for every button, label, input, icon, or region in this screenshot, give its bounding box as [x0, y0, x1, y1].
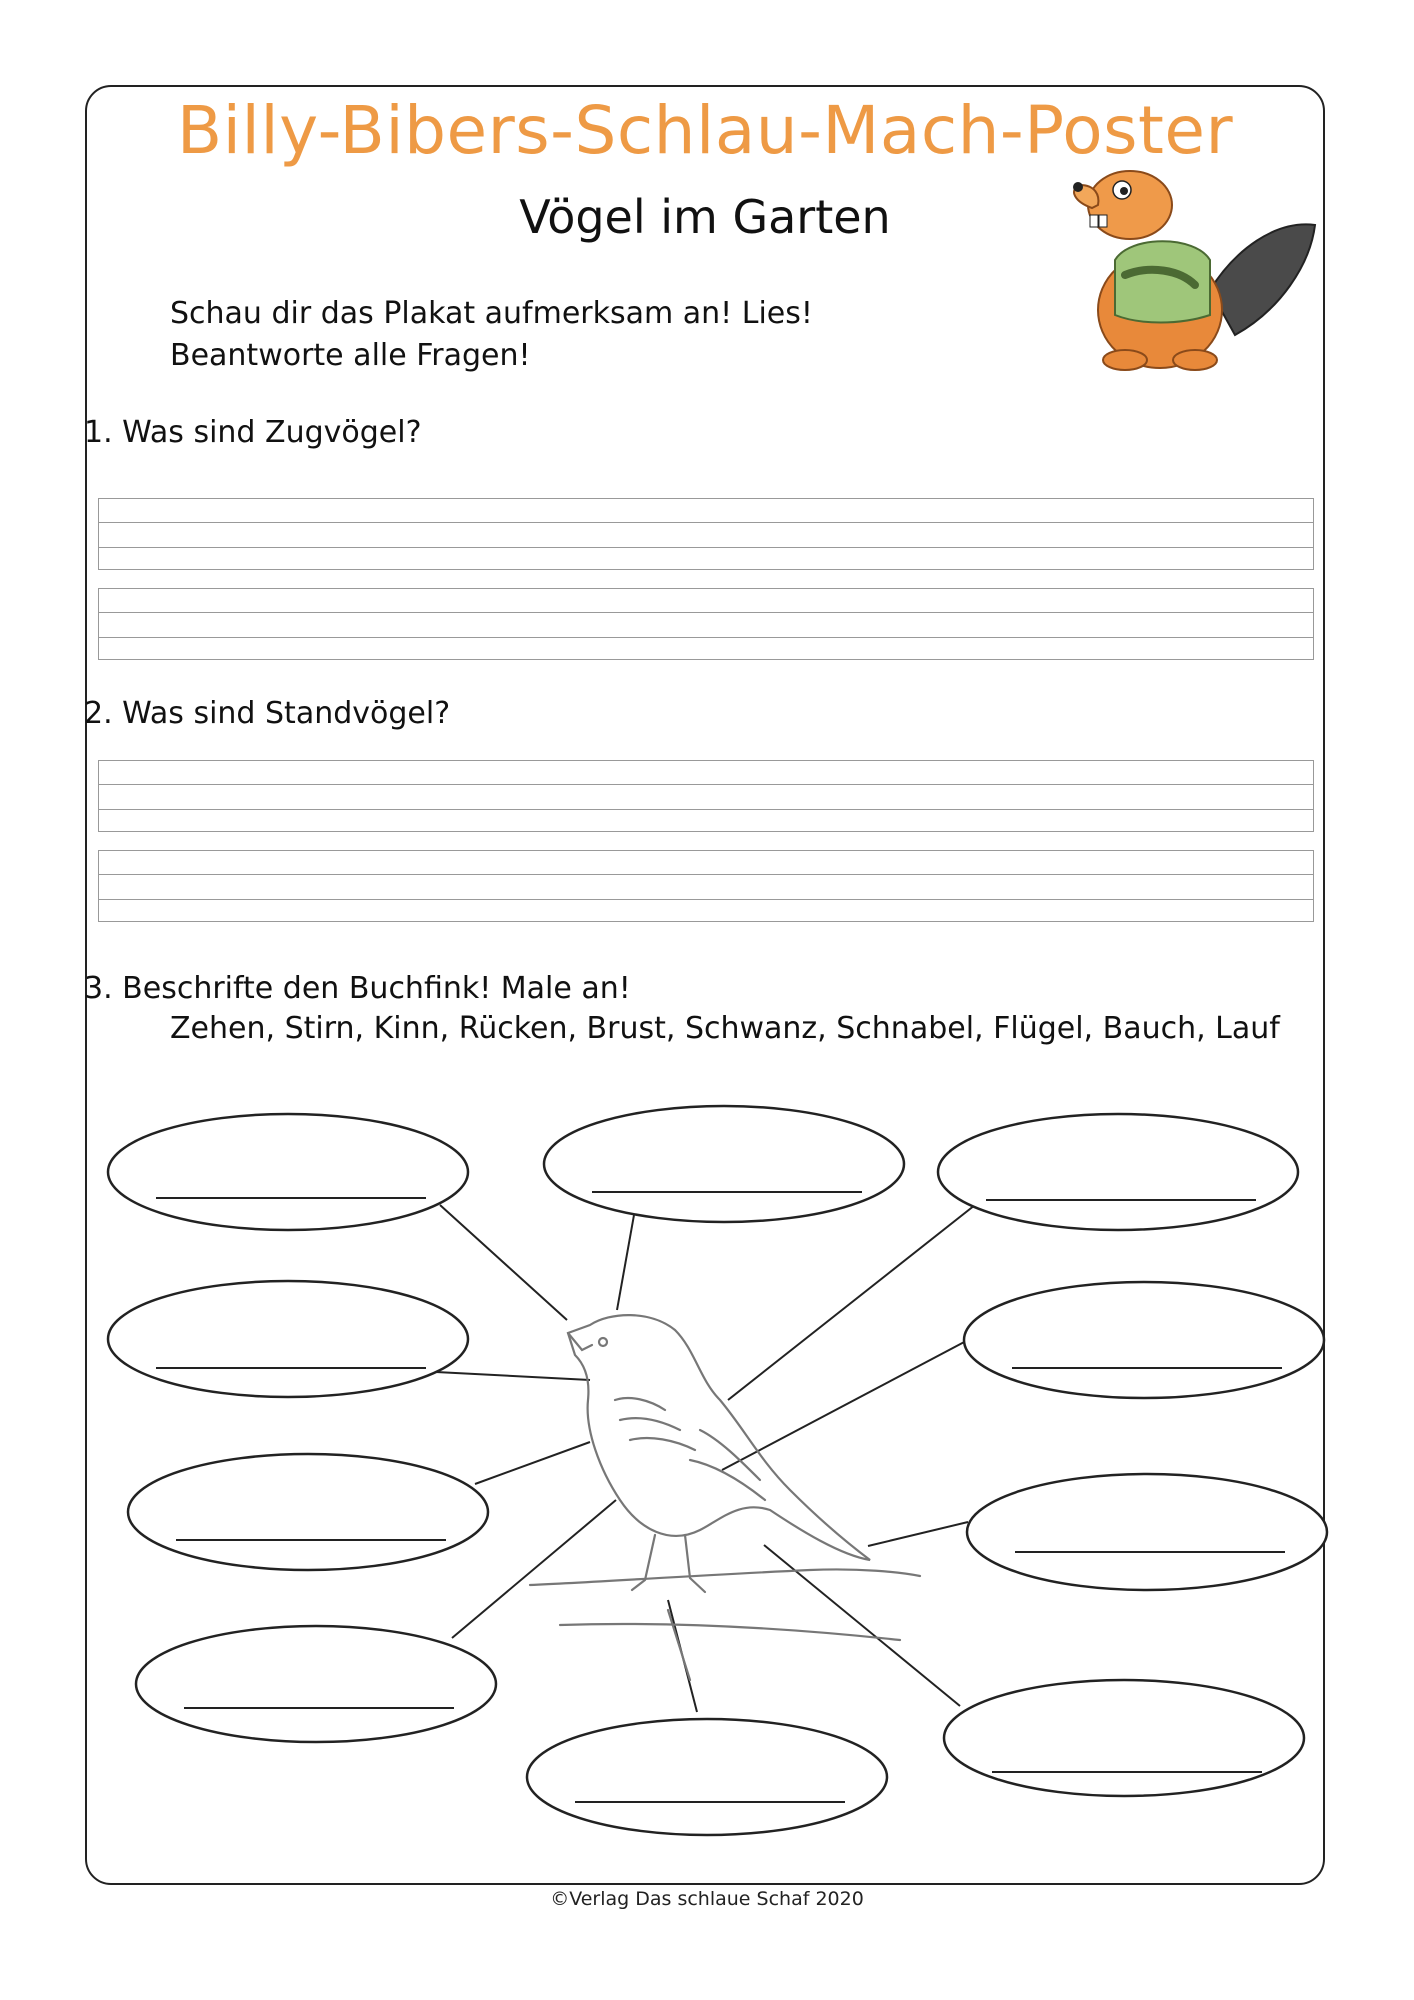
label-oval: [136, 1626, 496, 1742]
label-oval: [544, 1106, 904, 1222]
instruction-line: Beantworte alle Fragen!: [170, 338, 531, 373]
label-oval: [108, 1114, 468, 1230]
question-1: 1. Was sind Zugvögel?: [84, 415, 422, 450]
instruction-line: Schau dir das Plakat aufmerksam an! Lies!: [170, 296, 813, 331]
page-title: Billy-Bibers-Schlau-Mach-Poster: [176, 92, 1234, 169]
label-oval: [967, 1474, 1327, 1590]
label-oval: [944, 1680, 1304, 1796]
question-3: 3. Beschrifte den Buchfink! Male an!: [84, 971, 631, 1006]
label-oval: [938, 1114, 1298, 1230]
page-subtitle: Vögel im Garten: [519, 190, 891, 244]
label-oval: [108, 1281, 468, 1397]
question-2: 2. Was sind Standvögel?: [84, 696, 451, 731]
connector-lines: [436, 1205, 975, 1712]
label-oval: [964, 1282, 1324, 1398]
copyright-footer: ©Verlag Das schlaue Schaf 2020: [550, 1888, 864, 1910]
label-oval: [128, 1454, 488, 1570]
label-oval: [527, 1719, 887, 1835]
word-list: Zehen, Stirn, Kinn, Rücken, Brust, Schwanz, Schnabel, Flügel, Bauch, Lauf: [170, 1011, 1280, 1046]
